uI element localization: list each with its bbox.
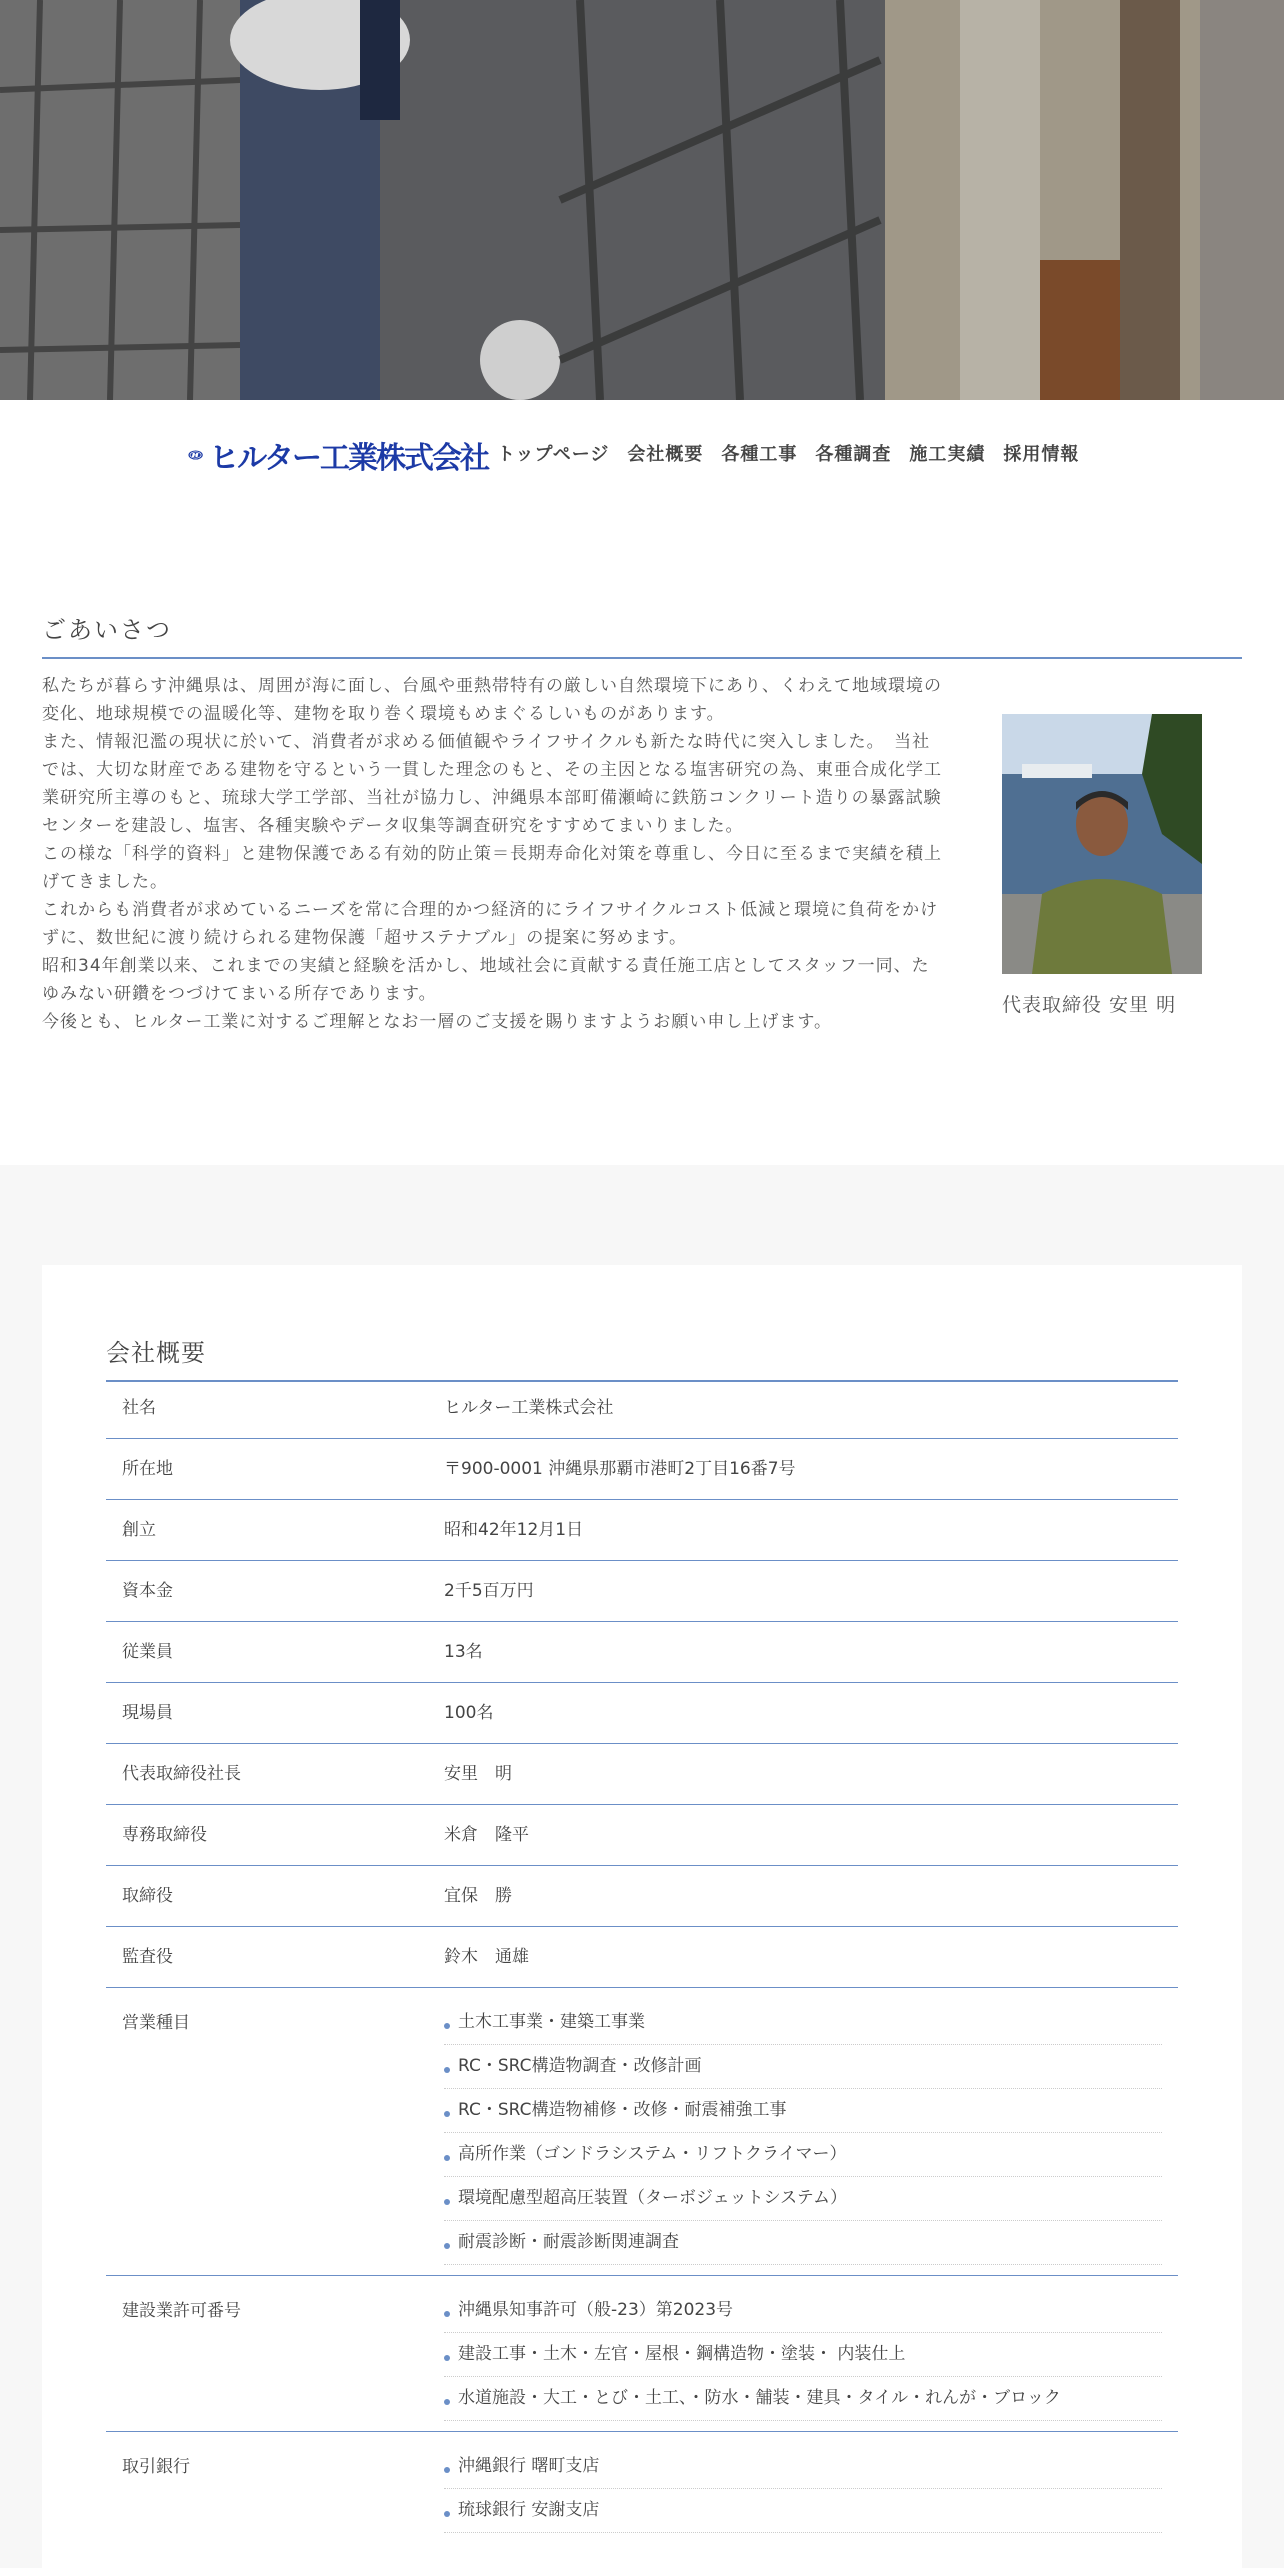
table-row — [106, 1500, 1178, 1561]
company-card — [42, 1265, 1242, 2568]
list-item: 水道施設・大工・とび・土工、・防水・舗装・建具・タイル・れんが・ブロック — [444, 2377, 1162, 2421]
table-row — [106, 1439, 1178, 1500]
row-value — [428, 2432, 1178, 2543]
list-item: 環境配慮型超高圧装置（ターボジェットシステム） — [444, 2177, 1162, 2221]
row-key: 資本金 — [122, 1581, 173, 1601]
table-row — [106, 1561, 1178, 1622]
row-key: 専務取締役 — [122, 1825, 207, 1845]
row-value: 鈴木 通雄 — [444, 1947, 529, 1967]
table-row-bank — [106, 2432, 1178, 2543]
greeting-section — [42, 610, 1242, 1032]
row-value — [428, 2276, 1178, 2431]
main-nav — [497, 440, 1097, 466]
row-key: 創立 — [122, 1520, 156, 1540]
table-row — [106, 1805, 1178, 1866]
bank-list — [444, 2445, 1162, 2533]
greeting-paragraph: 昭和34年創業以来、これまでの実績と経験を活かし、地域社会に貢献する責任施工店としてスタッフ一同、たゆみない研鑽をつづけてまいる所存であります。 — [42, 956, 930, 1004]
list-item: 高所作業（ゴンドラシステム・リフトクライマー） — [444, 2133, 1162, 2177]
list-item: RC・SRC構造物補修・改修・耐震補強工事 — [444, 2089, 1162, 2133]
list-item: 土木工事業・建築工事業 — [444, 2001, 1162, 2045]
nav-company[interactable]: 会社概要 — [627, 444, 704, 465]
greeting-body — [42, 672, 942, 1036]
table-row — [106, 1683, 1178, 1744]
nav-top[interactable]: トップページ — [497, 444, 610, 465]
company-title: 会社概要 — [106, 1333, 1178, 1382]
row-value: 安里 明 — [444, 1764, 512, 1784]
list-item: 建設工事・土木・左官・屋根・鋼構造物・塗装・ 内装仕上 — [444, 2333, 1162, 2377]
site-header — [0, 400, 1284, 510]
business-list — [444, 2001, 1162, 2265]
table-row-license — [106, 2276, 1178, 2432]
greeting-title: ごあいさつ — [42, 610, 1242, 659]
table-row — [106, 1744, 1178, 1805]
table-row — [106, 1622, 1178, 1683]
row-key: 社名 — [122, 1398, 156, 1418]
nav-construction[interactable]: 各種工事 — [721, 444, 798, 465]
row-key: 取引銀行 — [122, 2457, 190, 2477]
nav-survey[interactable]: 各種調査 — [815, 444, 892, 465]
company-table — [106, 1378, 1178, 2543]
portrait-caption: 代表取締役 安里 明 — [1002, 994, 1177, 1016]
logo-mark-icon — [188, 432, 203, 478]
hero-banner — [0, 0, 1284, 400]
row-value: 100名 — [444, 1703, 494, 1723]
row-value: 2千5百万円 — [444, 1581, 534, 1601]
row-key: 営業種目 — [122, 2013, 190, 2033]
row-value: ヒルター工業株式会社 — [444, 1398, 614, 1418]
table-row — [106, 1866, 1178, 1927]
greeting-paragraph: これからも消費者が求めているニーズを常に合理的かつ経済的にライフサイクルコスト低減と環境に負荷をかけずに、数世紀に渡り続けられる建物保護「超サステナブル」の提案に努めます。 — [42, 900, 939, 948]
table-row-business — [106, 1988, 1178, 2276]
president-portrait — [1002, 714, 1202, 974]
table-row — [106, 1378, 1178, 1439]
logo-text: ヒルター工業株式会社 — [209, 441, 488, 476]
row-value: 〒900-0001 沖縄県那覇市港町2丁目16番7号 — [444, 1459, 796, 1479]
row-key: 従業員 — [122, 1642, 173, 1662]
row-key: 代表取締役社長 — [122, 1764, 241, 1784]
row-key: 現場員 — [122, 1703, 173, 1723]
list-item: 沖縄県知事許可（般-23）第2023号 — [444, 2289, 1162, 2333]
list-item: 耐震診断・耐震診断関連調査 — [444, 2221, 1162, 2265]
row-value: 米倉 隆平 — [444, 1825, 529, 1845]
hero-photo — [0, 0, 1284, 400]
list-item: RC・SRC構造物調査・改修計画 — [444, 2045, 1162, 2089]
row-key: 取締役 — [122, 1886, 173, 1906]
site-logo[interactable] — [188, 430, 488, 480]
greeting-paragraph: また、情報氾濫の現状に於いて、消費者が求める価値観やライフサイクルも新たな時代に突入しました。 当社では、大切な財産である建物を守るという一貫した理念のもと、その主因となる塩害研究の為、東亜合成化学工業研究所主導のもと、琉球大学工学部、当社が協力し、沖縄県本部町備瀬崎に鉄筋コンクリート造りの暴露試験センターを建設し、塩害、各種実験やデータ収集等調査研究をすすめてまいりました。 — [42, 732, 942, 836]
row-value: 13名 — [444, 1642, 483, 1662]
nav-works[interactable]: 施工実績 — [909, 444, 986, 465]
row-value: 宜保 勝 — [444, 1886, 512, 1906]
row-value — [428, 1988, 1178, 2275]
nav-recruit[interactable]: 採用情報 — [1003, 444, 1080, 465]
greeting-paragraph: この様な「科学的資料」と建物保護である有効的防止策＝長期寿命化対策を尊重し、今日に至るまで実績を積上げてきました。 — [42, 844, 942, 892]
row-key: 建設業許可番号 — [122, 2301, 241, 2321]
row-key: 所在地 — [122, 1459, 173, 1479]
greeting-paragraph: 私たちが暮らす沖縄県は、周囲が海に面し、台風や亜熱帯特有の厳しい自然環境下にあり、くわえて地域環境の変化、地球規模での温暖化等、建物を取り巻く環境もめまぐるしいものがあります。 — [42, 676, 942, 724]
table-row — [106, 1927, 1178, 1988]
row-key: 監査役 — [122, 1947, 173, 1967]
greeting-paragraph: 今後とも、ヒルター工業に対するご理解となお一層のご支援を賜りますようお願い申し上げます。 — [42, 1012, 832, 1032]
list-item: 沖縄銀行 曙町支店 — [444, 2445, 1162, 2489]
license-list — [444, 2289, 1162, 2421]
list-item: 琉球銀行 安謝支店 — [444, 2489, 1162, 2533]
row-value: 昭和42年12月1日 — [444, 1520, 584, 1540]
